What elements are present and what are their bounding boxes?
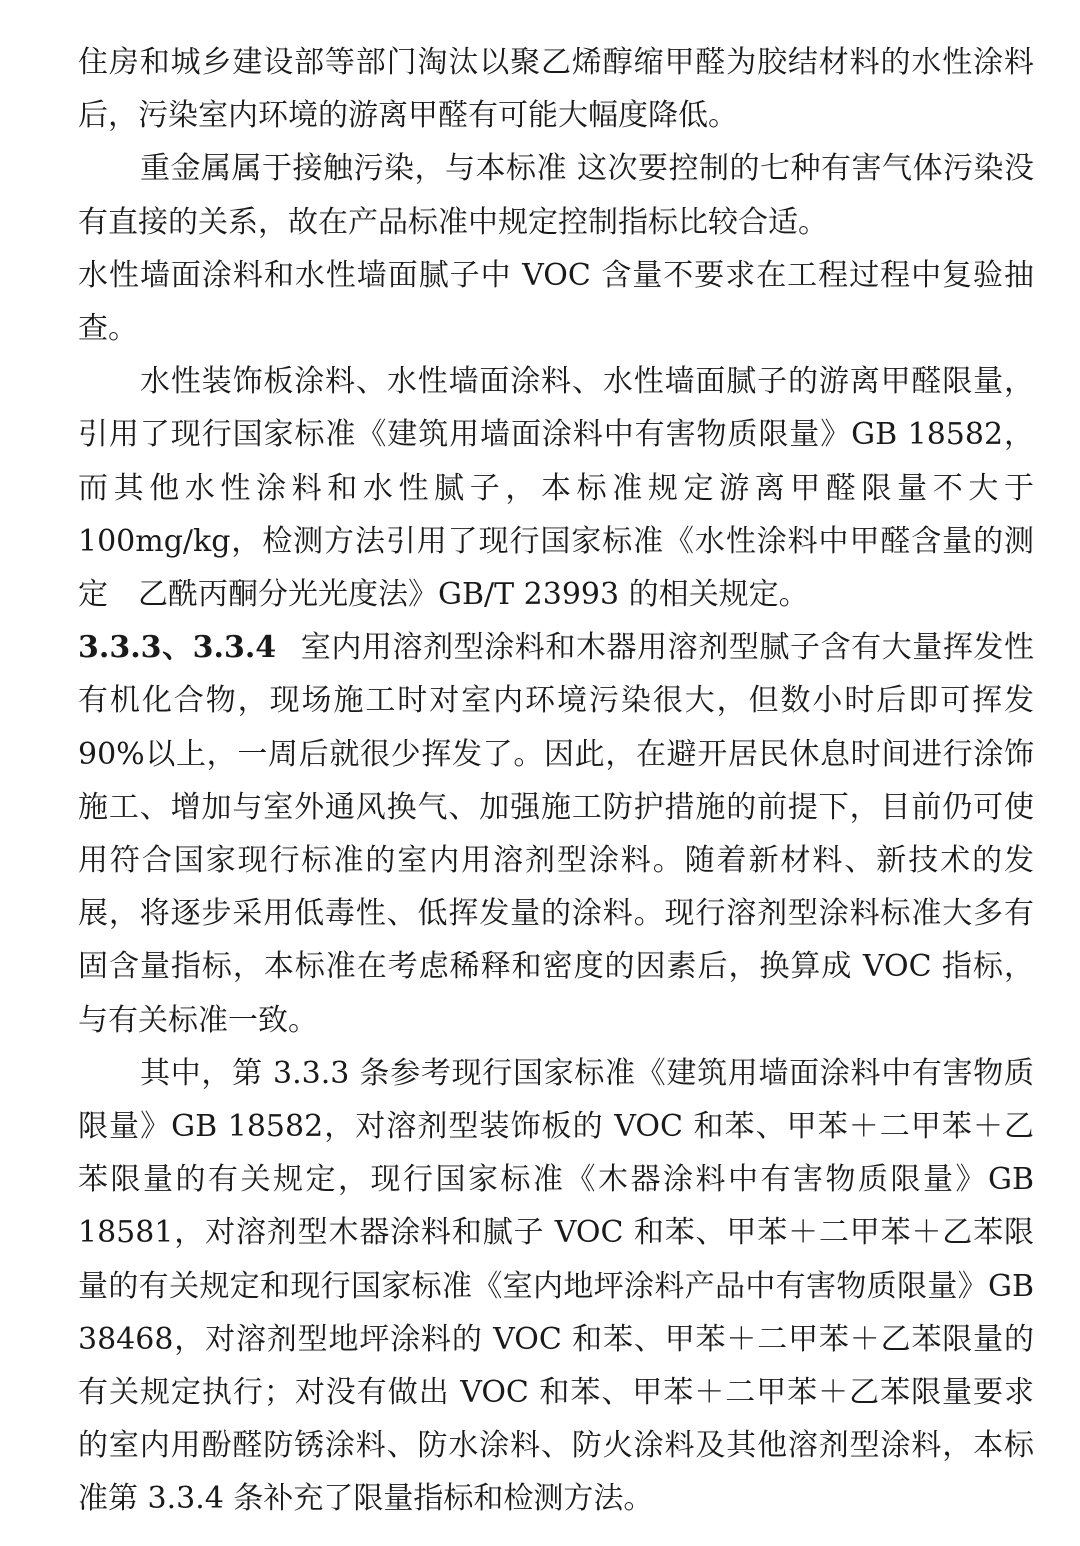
clause-number: 3.3.3、3.3.4: [78, 630, 277, 666]
paragraph-5-text: 室内用溶剂型涂料和木器用溶剂型腻子含有大量挥发性有机化合物，现场施工时对室内环境污染很大，但数小时后即可挥发 90%以上，一周后就很少挥发了。因此，在避开居民休息时间进行涂饰施工、增加与室外通风换气、加强施工防护措施的前提下，目前仍可使用符合国家现行标准的室内用溶剂型涂料。随着新材料、新技术的发展，将逐步采用低毒性、低挥发量的涂料。现行溶剂型涂料标准大多有固含量指标，本标准在考虑稀释和密度的因素后，换算成 VOC 指标，与有关标准一致。: [78, 630, 1035, 1038]
paragraph-2: 重金属属于接触污染，与本标准 这次要控制的七种有害气体污染没有直接的关系，故在产品标准中规定控制指标比较合适。: [78, 151, 1034, 240]
paragraph-1: 住房和城乡建设部等部门淘汰以聚乙烯醇缩甲醛为胶结材料的水性涂料后，污染室内环境的游离甲醛有可能大幅度降低。: [78, 45, 1034, 134]
paragraph-4: 水性装饰板涂料、水性墙面涂料、水性墙面腻子的游离甲醛限量，引用了现行国家标准《建筑用墙面涂料中有害物质限量》GB 18582，而其他水性涂料和水性腻子，本标准规定游离甲醛限量不大于 100mg/kg，检测方法引用了现行国家标准《水性涂料中甲醛含量的测定 乙酰丙酮分光光度法》GB/T 23993 的相关规定。: [78, 364, 1034, 613]
paragraph-3: 水性墙面涂料和水性墙面腻子中 VOC 含量不要求在工程过程中复验抽查。: [78, 257, 1034, 347]
paragraph-5: [78, 621, 1034, 1047]
paragraph-6: 其中，第 3.3.3 条参考现行国家标准《建筑用墙面涂料中有害物质限量》GB 18582，对溶剂型装饰板的 VOC 和苯、甲苯＋二甲苯＋乙苯限量的有关规定，现行国家标准《木器涂料中有害物质限量》GB 18581，对溶剂型木器涂料和腻子 VOC 和苯、甲苯＋二甲苯＋乙苯限量的有关规定和现行国家标准《室内地坪涂料产品中有害物质限量》GB 38468，对溶剂型地坪涂料的 VOC 和苯、甲苯＋二甲苯＋乙苯限量的有关规定执行；对没有做出 VOC 和苯、甲苯＋二甲苯＋乙苯限量要求的室内用酚醛防锈涂料、防水涂料、防火涂料及其他溶剂型涂料，本标准第 3.3.4 条补充了限量指标和检测方法。: [78, 1055, 1034, 1517]
document-page: [78, 36, 1034, 1526]
